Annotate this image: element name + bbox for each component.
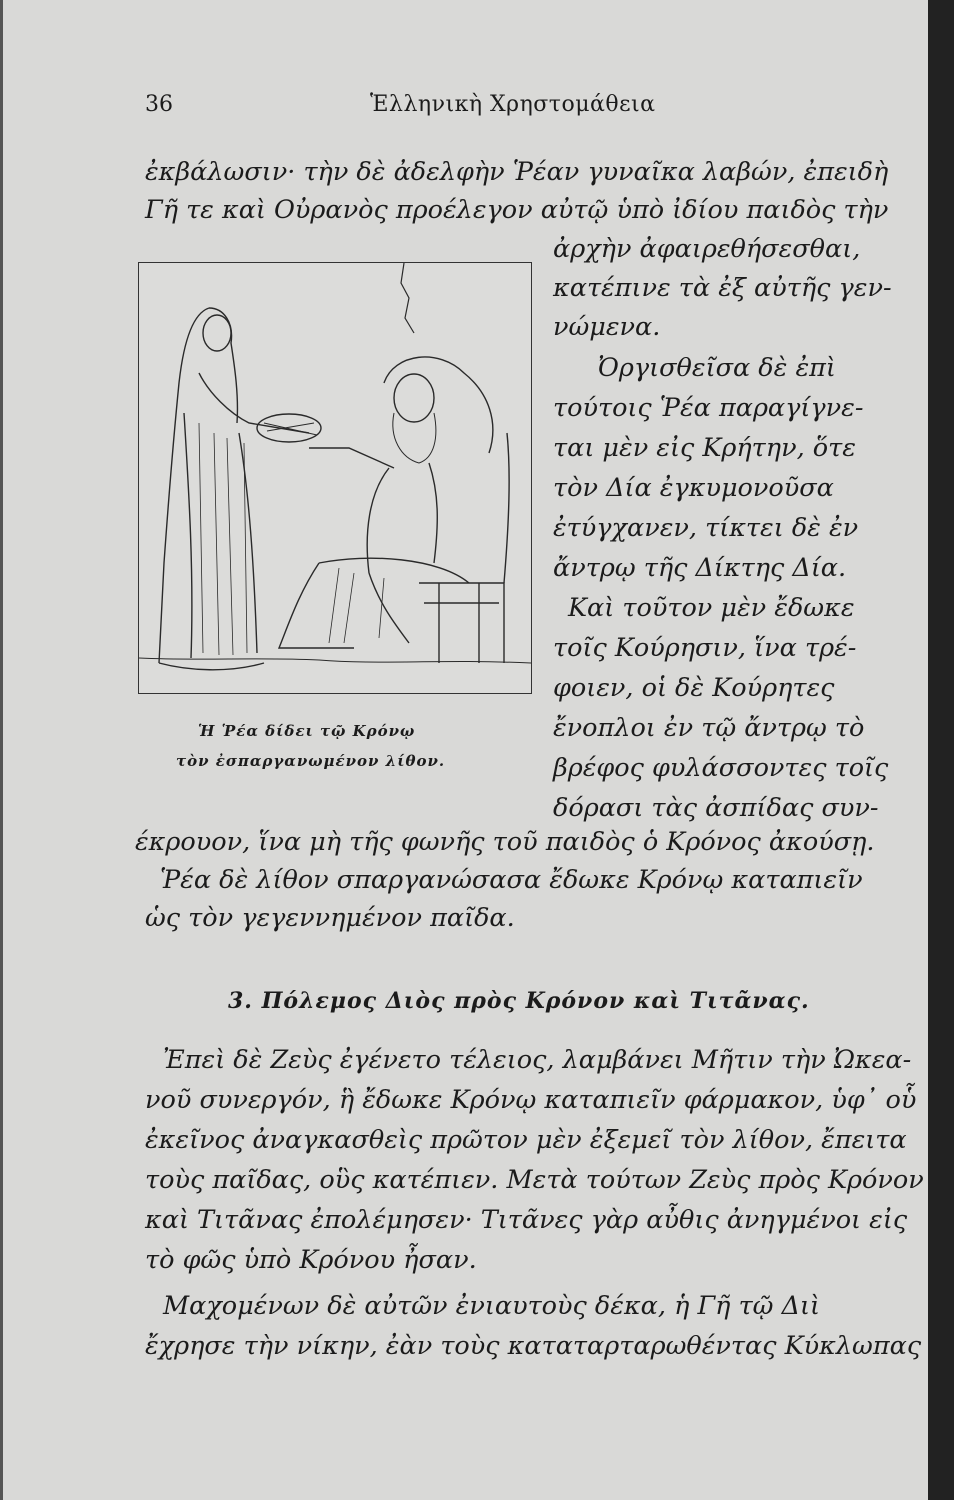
page-number: 36 xyxy=(145,92,173,117)
text-line: καὶ Τιτᾶνας ἐπολέμησεν· Τιτᾶνες γὰρ αὖθις ἀνηγμένοι εἰς xyxy=(145,1205,908,1235)
text-line: ἔχρησε τὴν νίκην, ἐὰν τοὺς καταταρταρωθέντας Κύκλωπας xyxy=(145,1331,922,1361)
text-line: ὡς τὸν γεγεννημένον παῖδα. xyxy=(145,903,515,933)
text-line: ἐκβάλωσιν· τὴν δὲ ἀδελφὴν Ῥέαν γυναῖκα λαβών, ἐπειδὴ xyxy=(145,157,889,187)
text-line: ἀρχὴν ἀφαιρεθήσεσθαι, xyxy=(553,234,861,264)
engraving-illustration xyxy=(139,263,531,693)
text-line: νοῦ συνεργόν, ἣ ἔδωκε Κρόνῳ καταπιεῖν φάρμακον, ὑφ᾽ οὗ xyxy=(145,1085,917,1115)
illustration-rhea-kronos xyxy=(138,262,532,694)
text-line: Μαχομένων δὲ αὐτῶν ἐνιαυτοὺς δέκα, ἡ Γῆ τῷ Διὶ xyxy=(163,1291,820,1321)
figure-caption-line: Ἡ Ῥέα δίδει τῷ Κρόνῳ xyxy=(198,722,416,740)
text-line: νώμενα. xyxy=(553,312,661,342)
text-line: τὸ φῶς ὑπὸ Κρόνου ἦσαν. xyxy=(145,1245,477,1275)
text-line: Καὶ τοῦτον μὲν ἔδωκε xyxy=(568,593,855,623)
figure-caption-line: τὸν ἐσπαργανωμένον λίθον. xyxy=(176,752,446,770)
text-line: τοῖς Κούρησιν, ἵνα τρέ- xyxy=(553,633,857,663)
text-line: ἐτύγχανεν, τίκτει δὲ ἐν xyxy=(553,513,859,543)
text-line: Ὀργισθεῖσα δὲ ἐπὶ xyxy=(598,353,836,383)
text-line: ἄντρῳ τῆς Δίκτης Δία. xyxy=(553,553,847,583)
scan-edge-right xyxy=(928,0,954,1500)
text-line: δόρασι τὰς ἀσπίδας συν- xyxy=(553,793,879,823)
running-title: Ἑλληνικὴ Χρηστομάθεια xyxy=(370,92,656,117)
section-heading: 3. Πόλεμος Διὸς πρὸς Κρόνον καὶ Τιτᾶνας. xyxy=(228,988,810,1014)
text-line: Ἐπεὶ δὲ Ζεὺς ἐγένετο τέλειος, λαμβάνει Μῆτιν τὴν Ὠκεα- xyxy=(163,1045,912,1075)
text-line: Ῥέα δὲ λίθον σπαργανώσασα ἔδωκε Κρόνῳ καταπιεῖν xyxy=(160,865,863,895)
text-line: έκρουον, ἵνα μὴ τῆς φωνῆς τοῦ παιδὸς ὁ Κρόνος ἀκούσῃ. xyxy=(135,827,875,857)
page-header xyxy=(145,92,865,122)
text-line: τὸν Δία ἐγκυμονοῦσα xyxy=(553,473,834,503)
text-line: Γῆ τε καὶ Οὐρανὸς προέλεγον αὐτῷ ὑπὸ ἰδίου παιδὸς τὴν xyxy=(145,195,889,225)
scan-edge-left xyxy=(0,0,3,1500)
text-line: τοὺς παῖδας, οὓς κατέπιεν. Μετὰ τούτων Ζεὺς πρὸς Κρόνον xyxy=(145,1165,924,1195)
text-line: φοιεν, οἱ δὲ Κούρητες xyxy=(553,673,835,703)
text-line: ἔνοπλοι ἐν τῷ ἄντρῳ τὸ xyxy=(553,713,865,743)
text-line: βρέφος φυλάσσοντες τοῖς xyxy=(553,753,889,783)
text-line: ἐκεῖνος ἀναγκασθεὶς πρῶτον μὲν ἐξεμεῖ τὸν λίθον, ἔπειτα xyxy=(145,1125,907,1155)
text-line: κατέπινε τὰ ἐξ αὐτῆς γεν- xyxy=(553,273,892,303)
text-line: ται μὲν εἰς Κρήτην, ὅτε xyxy=(553,433,856,463)
text-line: τούτοις Ῥέα παραγίγνε- xyxy=(553,393,864,423)
